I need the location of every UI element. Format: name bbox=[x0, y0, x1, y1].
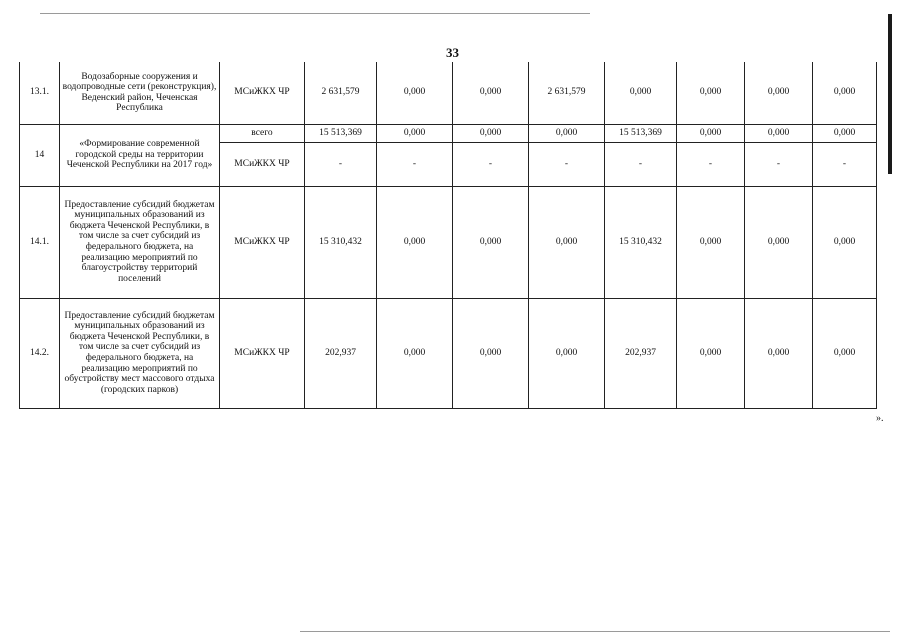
table-row bbox=[20, 124, 877, 142]
value-cell: - bbox=[529, 142, 605, 186]
value-cell: 0,000 bbox=[453, 124, 529, 142]
value-cell: 0,000 bbox=[813, 124, 877, 142]
row-description: Предоставление субсидий бюджетам муниципальных образований из бюджета Чеченской Республики, в том числе за счет субсидий из федерального бюджета, на реализацию мероприятий по обустройству мест массового отдыха (городских парков) bbox=[60, 298, 220, 408]
value-cell: - bbox=[677, 142, 745, 186]
value-cell: 202,937 bbox=[305, 298, 377, 408]
row-description: «Формирование современной городской среды на территории Чеченской Республики на 2017 год» bbox=[60, 124, 220, 186]
value-cell: 202,937 bbox=[605, 298, 677, 408]
value-cell: 15 513,369 bbox=[605, 124, 677, 142]
value-cell: 0,000 bbox=[529, 298, 605, 408]
row-number: 13.1. bbox=[20, 62, 60, 124]
value-cell: 0,000 bbox=[745, 62, 813, 124]
value-cell: 0,000 bbox=[453, 298, 529, 408]
value-cell: 15 513,369 bbox=[305, 124, 377, 142]
value-cell: - bbox=[605, 142, 677, 186]
budget-table bbox=[19, 62, 877, 409]
value-cell: - bbox=[813, 142, 877, 186]
table-row bbox=[20, 186, 877, 298]
value-cell: 0,000 bbox=[377, 298, 453, 408]
row-executor: всего bbox=[220, 124, 305, 142]
value-cell: 0,000 bbox=[813, 186, 877, 298]
value-cell: - bbox=[745, 142, 813, 186]
value-cell: 0,000 bbox=[745, 186, 813, 298]
row-number: 14 bbox=[20, 124, 60, 186]
value-cell: 0,000 bbox=[677, 186, 745, 298]
value-cell: - bbox=[453, 142, 529, 186]
row-description: Водозаборные сооружения и водопроводные сети (реконструкция), Веденский район, Чеченская Республика bbox=[60, 62, 220, 124]
value-cell: 0,000 bbox=[605, 62, 677, 124]
row-description: Предоставление субсидий бюджетам муниципальных образований из бюджета Чеченской Республики, в том числе за счет субсидий из федерального бюджета, на реализацию мероприятий по благоустройству территорий поселений bbox=[60, 186, 220, 298]
value-cell: - bbox=[377, 142, 453, 186]
table-row bbox=[20, 298, 877, 408]
value-cell: 15 310,432 bbox=[605, 186, 677, 298]
value-cell: 0,000 bbox=[377, 186, 453, 298]
value-cell: 0,000 bbox=[745, 298, 813, 408]
value-cell: 0,000 bbox=[453, 186, 529, 298]
value-cell: 0,000 bbox=[377, 124, 453, 142]
row-executor: МСиЖКХ ЧР bbox=[220, 186, 305, 298]
value-cell: 0,000 bbox=[529, 186, 605, 298]
value-cell: 2 631,579 bbox=[305, 62, 377, 124]
value-cell: 0,000 bbox=[677, 298, 745, 408]
row-executor: МСиЖКХ ЧР bbox=[220, 298, 305, 408]
scan-artifact-top bbox=[40, 13, 590, 14]
scan-artifact-bottom bbox=[300, 631, 890, 632]
scan-edge-mark bbox=[888, 14, 892, 174]
closing-quote-mark: ». bbox=[876, 413, 884, 424]
value-cell: 0,000 bbox=[813, 298, 877, 408]
value-cell: 0,000 bbox=[677, 62, 745, 124]
table-row bbox=[20, 62, 877, 124]
row-number: 14.2. bbox=[20, 298, 60, 408]
value-cell: 0,000 bbox=[677, 124, 745, 142]
row-executor: МСиЖКХ ЧР bbox=[220, 142, 305, 186]
value-cell: 0,000 bbox=[529, 124, 605, 142]
value-cell: 15 310,432 bbox=[305, 186, 377, 298]
page-number: 33 bbox=[446, 45, 459, 60]
value-cell: 2 631,579 bbox=[529, 62, 605, 124]
value-cell: - bbox=[305, 142, 377, 186]
value-cell: 0,000 bbox=[453, 62, 529, 124]
value-cell: 0,000 bbox=[377, 62, 453, 124]
value-cell: 0,000 bbox=[745, 124, 813, 142]
value-cell: 0,000 bbox=[813, 62, 877, 124]
row-number: 14.1. bbox=[20, 186, 60, 298]
row-executor: МСиЖКХ ЧР bbox=[220, 62, 305, 124]
